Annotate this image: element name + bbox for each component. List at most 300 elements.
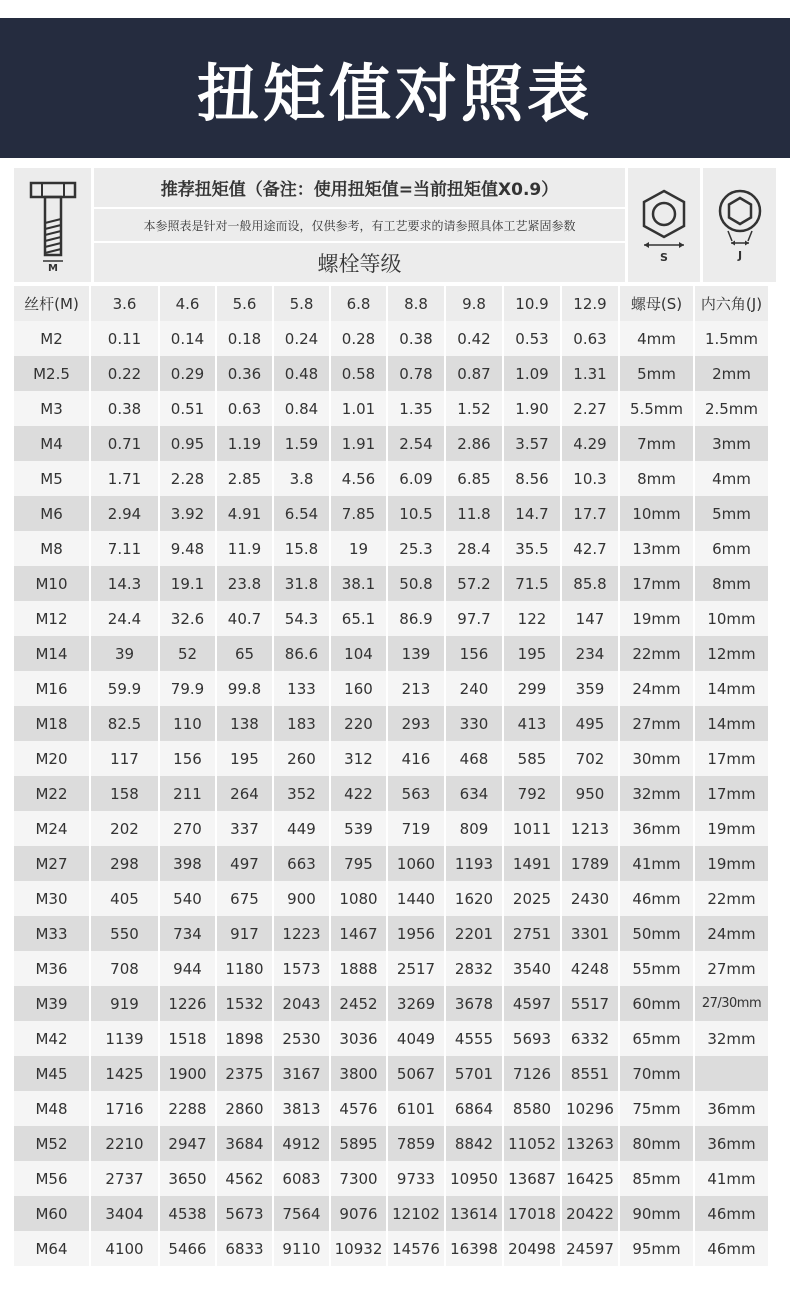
table-cell: 24mm	[695, 916, 768, 951]
column-header: 6.8	[331, 286, 388, 321]
thread-size-cell: M33	[14, 916, 91, 951]
table-cell: 0.78	[388, 356, 446, 391]
table-cell: 2043	[274, 986, 331, 1021]
table-cell: 5067	[388, 1056, 446, 1091]
table-cell: 240	[446, 671, 504, 706]
table-cell: 734	[160, 916, 217, 951]
table-cell: 5mm	[695, 496, 768, 531]
table-cell: 12102	[388, 1196, 446, 1231]
table-cell: 2.86	[446, 426, 504, 461]
table-cell: 1.52	[446, 391, 504, 426]
table-cell: 540	[160, 881, 217, 916]
column-header: 内六角(J)	[695, 286, 768, 321]
table-cell: 79.9	[160, 671, 217, 706]
table-cell: 38.1	[331, 566, 388, 601]
table-row	[14, 531, 776, 566]
thread-size-cell: M60	[14, 1196, 91, 1231]
table-cell: 1789	[562, 846, 620, 881]
table-cell: 2201	[446, 916, 504, 951]
table-cell: 2860	[217, 1091, 274, 1126]
table-cell: 75mm	[620, 1091, 695, 1126]
table-cell: 52	[160, 636, 217, 671]
table-cell: 7126	[504, 1056, 562, 1091]
table-cell: 0.28	[331, 321, 388, 356]
table-cell: 19mm	[620, 601, 695, 636]
thread-size-cell: M10	[14, 566, 91, 601]
bolt-icon-label: M	[47, 263, 58, 271]
table-cell: 1011	[504, 811, 562, 846]
table-cell: 9076	[331, 1196, 388, 1231]
table-cell: 11.8	[446, 496, 504, 531]
table-cell: 17.7	[562, 496, 620, 531]
table-cell: 65.1	[331, 601, 388, 636]
torque-header-title: 推荐扭矩值（备注：使用扭矩值=当前扭矩值X0.9）	[94, 168, 625, 207]
table-cell: 195	[217, 741, 274, 776]
table-cell: 95mm	[620, 1231, 695, 1266]
table-cell: 30mm	[620, 741, 695, 776]
thread-size-cell: M30	[14, 881, 91, 916]
table-cell: 10296	[562, 1091, 620, 1126]
table-cell: 80mm	[620, 1126, 695, 1161]
table-cell: 2737	[91, 1161, 160, 1196]
table-cell: 7859	[388, 1126, 446, 1161]
table-cell: 1.91	[331, 426, 388, 461]
table-cell: 293	[388, 706, 446, 741]
table-cell: 234	[562, 636, 620, 671]
table-cell: 3678	[446, 986, 504, 1021]
table-cell: 17mm	[695, 741, 768, 776]
table-cell: 160	[331, 671, 388, 706]
table-cell: 8551	[562, 1056, 620, 1091]
table-cell: 4.91	[217, 496, 274, 531]
table-cell: 12mm	[695, 636, 768, 671]
table-cell: 4576	[331, 1091, 388, 1126]
table-cell: 11.9	[217, 531, 274, 566]
table-cell: 900	[274, 881, 331, 916]
table-cell: 23.8	[217, 566, 274, 601]
table-cell: 5466	[160, 1231, 217, 1266]
table-cell: 70mm	[620, 1056, 695, 1091]
table-cell: 32.6	[160, 601, 217, 636]
table-cell: 46mm	[620, 881, 695, 916]
table-row	[14, 916, 776, 951]
table-cell: 10mm	[695, 601, 768, 636]
table-cell: 0.48	[274, 356, 331, 391]
table-cell: 41mm	[620, 846, 695, 881]
table-cell: 11052	[504, 1126, 562, 1161]
table-cell: 0.95	[160, 426, 217, 461]
table-cell: 31.8	[274, 566, 331, 601]
table-cell: 1888	[331, 951, 388, 986]
table-cell: 9733	[388, 1161, 446, 1196]
hex-socket-icon-label: J	[737, 249, 742, 262]
thread-size-cell: M2.5	[14, 356, 91, 391]
thread-size-cell: M48	[14, 1091, 91, 1126]
column-header: 8.8	[388, 286, 446, 321]
table-cell: 3650	[160, 1161, 217, 1196]
table-row	[14, 706, 776, 741]
table-row	[14, 741, 776, 776]
torque-table	[14, 286, 776, 1266]
table-cell: 32mm	[695, 1021, 768, 1056]
table-cell: 104	[331, 636, 388, 671]
table-cell: 585	[504, 741, 562, 776]
table-row	[14, 951, 776, 986]
table-cell: 1180	[217, 951, 274, 986]
thread-size-cell: M24	[14, 811, 91, 846]
thread-size-cell: M27	[14, 846, 91, 881]
nut-icon-cell	[628, 168, 700, 282]
thread-size-cell: M36	[14, 951, 91, 986]
table-cell: 2430	[562, 881, 620, 916]
table-cell: 1.01	[331, 391, 388, 426]
table-cell: 3404	[91, 1196, 160, 1231]
table-cell: 7.11	[91, 531, 160, 566]
table-cell: 213	[388, 671, 446, 706]
thread-size-cell: M12	[14, 601, 91, 636]
table-cell: 0.42	[446, 321, 504, 356]
table-cell: 2751	[504, 916, 562, 951]
table-cell: 9.48	[160, 531, 217, 566]
table-cell: 792	[504, 776, 562, 811]
table-row	[14, 356, 776, 391]
table-cell: 6083	[274, 1161, 331, 1196]
table-cell: 416	[388, 741, 446, 776]
table-cell: 398	[160, 846, 217, 881]
table-cell: 7564	[274, 1196, 331, 1231]
table-cell: 139	[388, 636, 446, 671]
table-cell: 1956	[388, 916, 446, 951]
table-cell: 4mm	[695, 461, 768, 496]
table-cell: 2.94	[91, 496, 160, 531]
table-cell: 352	[274, 776, 331, 811]
table-cell: 359	[562, 671, 620, 706]
table-cell: 2.54	[388, 426, 446, 461]
table-cell: 8842	[446, 1126, 504, 1161]
table-cell: 1193	[446, 846, 504, 881]
bolt-icon	[25, 179, 81, 271]
table-cell: 42.7	[562, 531, 620, 566]
column-header: 12.9	[562, 286, 620, 321]
table-cell: 117	[91, 741, 160, 776]
column-header: 9.8	[446, 286, 504, 321]
table-cell: 708	[91, 951, 160, 986]
table-cell: 54.3	[274, 601, 331, 636]
table-cell: 99.8	[217, 671, 274, 706]
table-cell: 82.5	[91, 706, 160, 741]
table-row	[14, 671, 776, 706]
table-cell: 1.35	[388, 391, 446, 426]
table-cell: 1.31	[562, 356, 620, 391]
table-row	[14, 1091, 776, 1126]
table-cell: 10.3	[562, 461, 620, 496]
table-cell: 90mm	[620, 1196, 695, 1231]
table-cell: 950	[562, 776, 620, 811]
table-cell: 1620	[446, 881, 504, 916]
thread-size-cell: M18	[14, 706, 91, 741]
table-cell: 195	[504, 636, 562, 671]
table-cell: 7mm	[620, 426, 695, 461]
table-cell: 17018	[504, 1196, 562, 1231]
table-cell: 3684	[217, 1126, 274, 1161]
table-cell: 2.27	[562, 391, 620, 426]
thread-size-cell: M22	[14, 776, 91, 811]
table-cell: 0.53	[504, 321, 562, 356]
table-cell: 1223	[274, 916, 331, 951]
table-row	[14, 1161, 776, 1196]
table-cell: 24.4	[91, 601, 160, 636]
thread-size-cell: M14	[14, 636, 91, 671]
table-cell: 0.63	[217, 391, 274, 426]
table-cell: 46mm	[695, 1231, 768, 1266]
column-header: 5.8	[274, 286, 331, 321]
table-cell: 24597	[562, 1231, 620, 1266]
table-cell: 4597	[504, 986, 562, 1021]
table-row	[14, 811, 776, 846]
table-cell: 6.85	[446, 461, 504, 496]
table-cell: 0.58	[331, 356, 388, 391]
table-cell: 65mm	[620, 1021, 695, 1056]
table-cell: 22mm	[620, 636, 695, 671]
table-cell: 5mm	[620, 356, 695, 391]
table-cell: 156	[160, 741, 217, 776]
table-cell: 10mm	[620, 496, 695, 531]
table-header-row	[14, 286, 776, 321]
table-cell: 1213	[562, 811, 620, 846]
table-cell: 919	[91, 986, 160, 1021]
table-cell: 71.5	[504, 566, 562, 601]
table-cell: 28.4	[446, 531, 504, 566]
table-cell: 55mm	[620, 951, 695, 986]
thread-size-cell: M4	[14, 426, 91, 461]
table-cell: 85mm	[620, 1161, 695, 1196]
table-cell: 97.7	[446, 601, 504, 636]
column-header: 4.6	[160, 286, 217, 321]
table-cell: 9110	[274, 1231, 331, 1266]
table-cell: 13mm	[620, 531, 695, 566]
table-cell: 10950	[446, 1161, 504, 1196]
table-cell: 13687	[504, 1161, 562, 1196]
table-cell: 312	[331, 741, 388, 776]
table-cell: 2.5mm	[695, 391, 768, 426]
table-cell: 1440	[388, 881, 446, 916]
table-cell: 675	[217, 881, 274, 916]
table-cell: 6864	[446, 1091, 504, 1126]
table-cell: 1.19	[217, 426, 274, 461]
table-cell: 0.84	[274, 391, 331, 426]
column-header: 螺母(S)	[620, 286, 695, 321]
table-cell: 4248	[562, 951, 620, 986]
thread-size-cell: M56	[14, 1161, 91, 1196]
table-row	[14, 1056, 776, 1091]
table-row	[14, 426, 776, 461]
table-cell: 19	[331, 531, 388, 566]
table-cell: 0.87	[446, 356, 504, 391]
table-row	[14, 601, 776, 636]
table-cell: 36mm	[620, 811, 695, 846]
table-cell: 0.36	[217, 356, 274, 391]
table-cell: 1.5mm	[695, 321, 768, 356]
table-row	[14, 636, 776, 671]
table-cell: 1060	[388, 846, 446, 881]
table-cell: 25.3	[388, 531, 446, 566]
table-cell: 1491	[504, 846, 562, 881]
table-cell: 1226	[160, 986, 217, 1021]
table-cell: 5517	[562, 986, 620, 1021]
table-cell: 634	[446, 776, 504, 811]
table-row	[14, 461, 776, 496]
table-cell: 85.8	[562, 566, 620, 601]
table-cell: 1.59	[274, 426, 331, 461]
table-cell: 0.63	[562, 321, 620, 356]
table-row	[14, 881, 776, 916]
table-cell: 2947	[160, 1126, 217, 1161]
table-cell: 27mm	[695, 951, 768, 986]
table-cell: 6101	[388, 1091, 446, 1126]
table-row	[14, 1126, 776, 1161]
table-cell: 3mm	[695, 426, 768, 461]
table-cell: 3036	[331, 1021, 388, 1056]
table-row	[14, 566, 776, 601]
table-cell: 2mm	[695, 356, 768, 391]
table-cell: 16425	[562, 1161, 620, 1196]
nut-icon-label: S	[660, 251, 668, 264]
table-cell: 3800	[331, 1056, 388, 1091]
thread-size-cell: M5	[14, 461, 91, 496]
table-cell: 41mm	[695, 1161, 768, 1196]
table-cell: 19.1	[160, 566, 217, 601]
table-cell: 220	[331, 706, 388, 741]
table-cell: 1425	[91, 1056, 160, 1091]
table-cell: 495	[562, 706, 620, 741]
table-cell: 110	[160, 706, 217, 741]
table-cell: 22mm	[695, 881, 768, 916]
table-cell	[695, 1056, 768, 1091]
table-cell: 5693	[504, 1021, 562, 1056]
table-cell: 3.57	[504, 426, 562, 461]
table-cell: 50mm	[620, 916, 695, 951]
table-cell: 211	[160, 776, 217, 811]
table-cell: 0.11	[91, 321, 160, 356]
thread-size-cell: M64	[14, 1231, 91, 1266]
table-cell: 299	[504, 671, 562, 706]
table-row	[14, 1231, 776, 1266]
table-cell: 663	[274, 846, 331, 881]
thread-size-cell: M3	[14, 391, 91, 426]
table-cell: 156	[446, 636, 504, 671]
table-cell: 0.22	[91, 356, 160, 391]
table-cell: 1.90	[504, 391, 562, 426]
hex-socket-icon-cell	[703, 168, 776, 282]
table-cell: 27/30mm	[695, 986, 768, 1021]
table-cell: 2517	[388, 951, 446, 986]
table-cell: 2025	[504, 881, 562, 916]
table-cell: 809	[446, 811, 504, 846]
table-row	[14, 986, 776, 1021]
table-cell: 6.54	[274, 496, 331, 531]
hex-socket-icon	[712, 185, 768, 265]
table-cell: 20422	[562, 1196, 620, 1231]
thread-size-cell: M42	[14, 1021, 91, 1056]
table-cell: 1.71	[91, 461, 160, 496]
table-cell: 1716	[91, 1091, 160, 1126]
table-cell: 122	[504, 601, 562, 636]
table-cell: 10.5	[388, 496, 446, 531]
table-cell: 8580	[504, 1091, 562, 1126]
table-cell: 3813	[274, 1091, 331, 1126]
table-cell: 133	[274, 671, 331, 706]
table-cell: 1139	[91, 1021, 160, 1056]
table-cell: 14mm	[695, 671, 768, 706]
thread-size-cell: M45	[14, 1056, 91, 1091]
table-cell: 14mm	[695, 706, 768, 741]
table-row	[14, 846, 776, 881]
table-cell: 24mm	[620, 671, 695, 706]
table-row	[14, 1021, 776, 1056]
table-cell: 17mm	[695, 776, 768, 811]
table-cell: 2.28	[160, 461, 217, 496]
table-cell: 50.8	[388, 566, 446, 601]
table-cell: 20498	[504, 1231, 562, 1266]
table-cell: 32mm	[620, 776, 695, 811]
table-cell: 13263	[562, 1126, 620, 1161]
table-cell: 413	[504, 706, 562, 741]
thread-size-cell: M52	[14, 1126, 91, 1161]
table-cell: 449	[274, 811, 331, 846]
table-cell: 4562	[217, 1161, 274, 1196]
table-cell: 1467	[331, 916, 388, 951]
table-cell: 14.3	[91, 566, 160, 601]
table-cell: 16398	[446, 1231, 504, 1266]
table-cell: 550	[91, 916, 160, 951]
table-cell: 4538	[160, 1196, 217, 1231]
table-cell: 2375	[217, 1056, 274, 1091]
table-cell: 6.09	[388, 461, 446, 496]
table-cell: 944	[160, 951, 217, 986]
table-cell: 5673	[217, 1196, 274, 1231]
table-cell: 1080	[331, 881, 388, 916]
table-cell: 1573	[274, 951, 331, 986]
table-cell: 563	[388, 776, 446, 811]
table-cell: 702	[562, 741, 620, 776]
table-cell: 795	[331, 846, 388, 881]
table-cell: 19mm	[695, 811, 768, 846]
table-cell: 0.71	[91, 426, 160, 461]
table-cell: 0.14	[160, 321, 217, 356]
table-cell: 0.18	[217, 321, 274, 356]
table-cell: 158	[91, 776, 160, 811]
table-cell: 202	[91, 811, 160, 846]
hex-nut-icon	[636, 185, 692, 265]
table-cell: 19mm	[695, 846, 768, 881]
table-row	[14, 1196, 776, 1231]
table-cell: 36mm	[695, 1091, 768, 1126]
table-cell: 4555	[446, 1021, 504, 1056]
column-header: 3.6	[91, 286, 160, 321]
table-cell: 0.38	[91, 391, 160, 426]
table-cell: 35.5	[504, 531, 562, 566]
table-cell: 917	[217, 916, 274, 951]
bolt-icon-cell	[14, 168, 91, 282]
table-cell: 2530	[274, 1021, 331, 1056]
title-banner	[0, 0, 790, 166]
table-cell: 270	[160, 811, 217, 846]
table-cell: 4.56	[331, 461, 388, 496]
table-cell: 8mm	[620, 461, 695, 496]
title-banner-background	[0, 18, 790, 158]
thread-size-cell: M39	[14, 986, 91, 1021]
column-header: 10.9	[504, 286, 562, 321]
